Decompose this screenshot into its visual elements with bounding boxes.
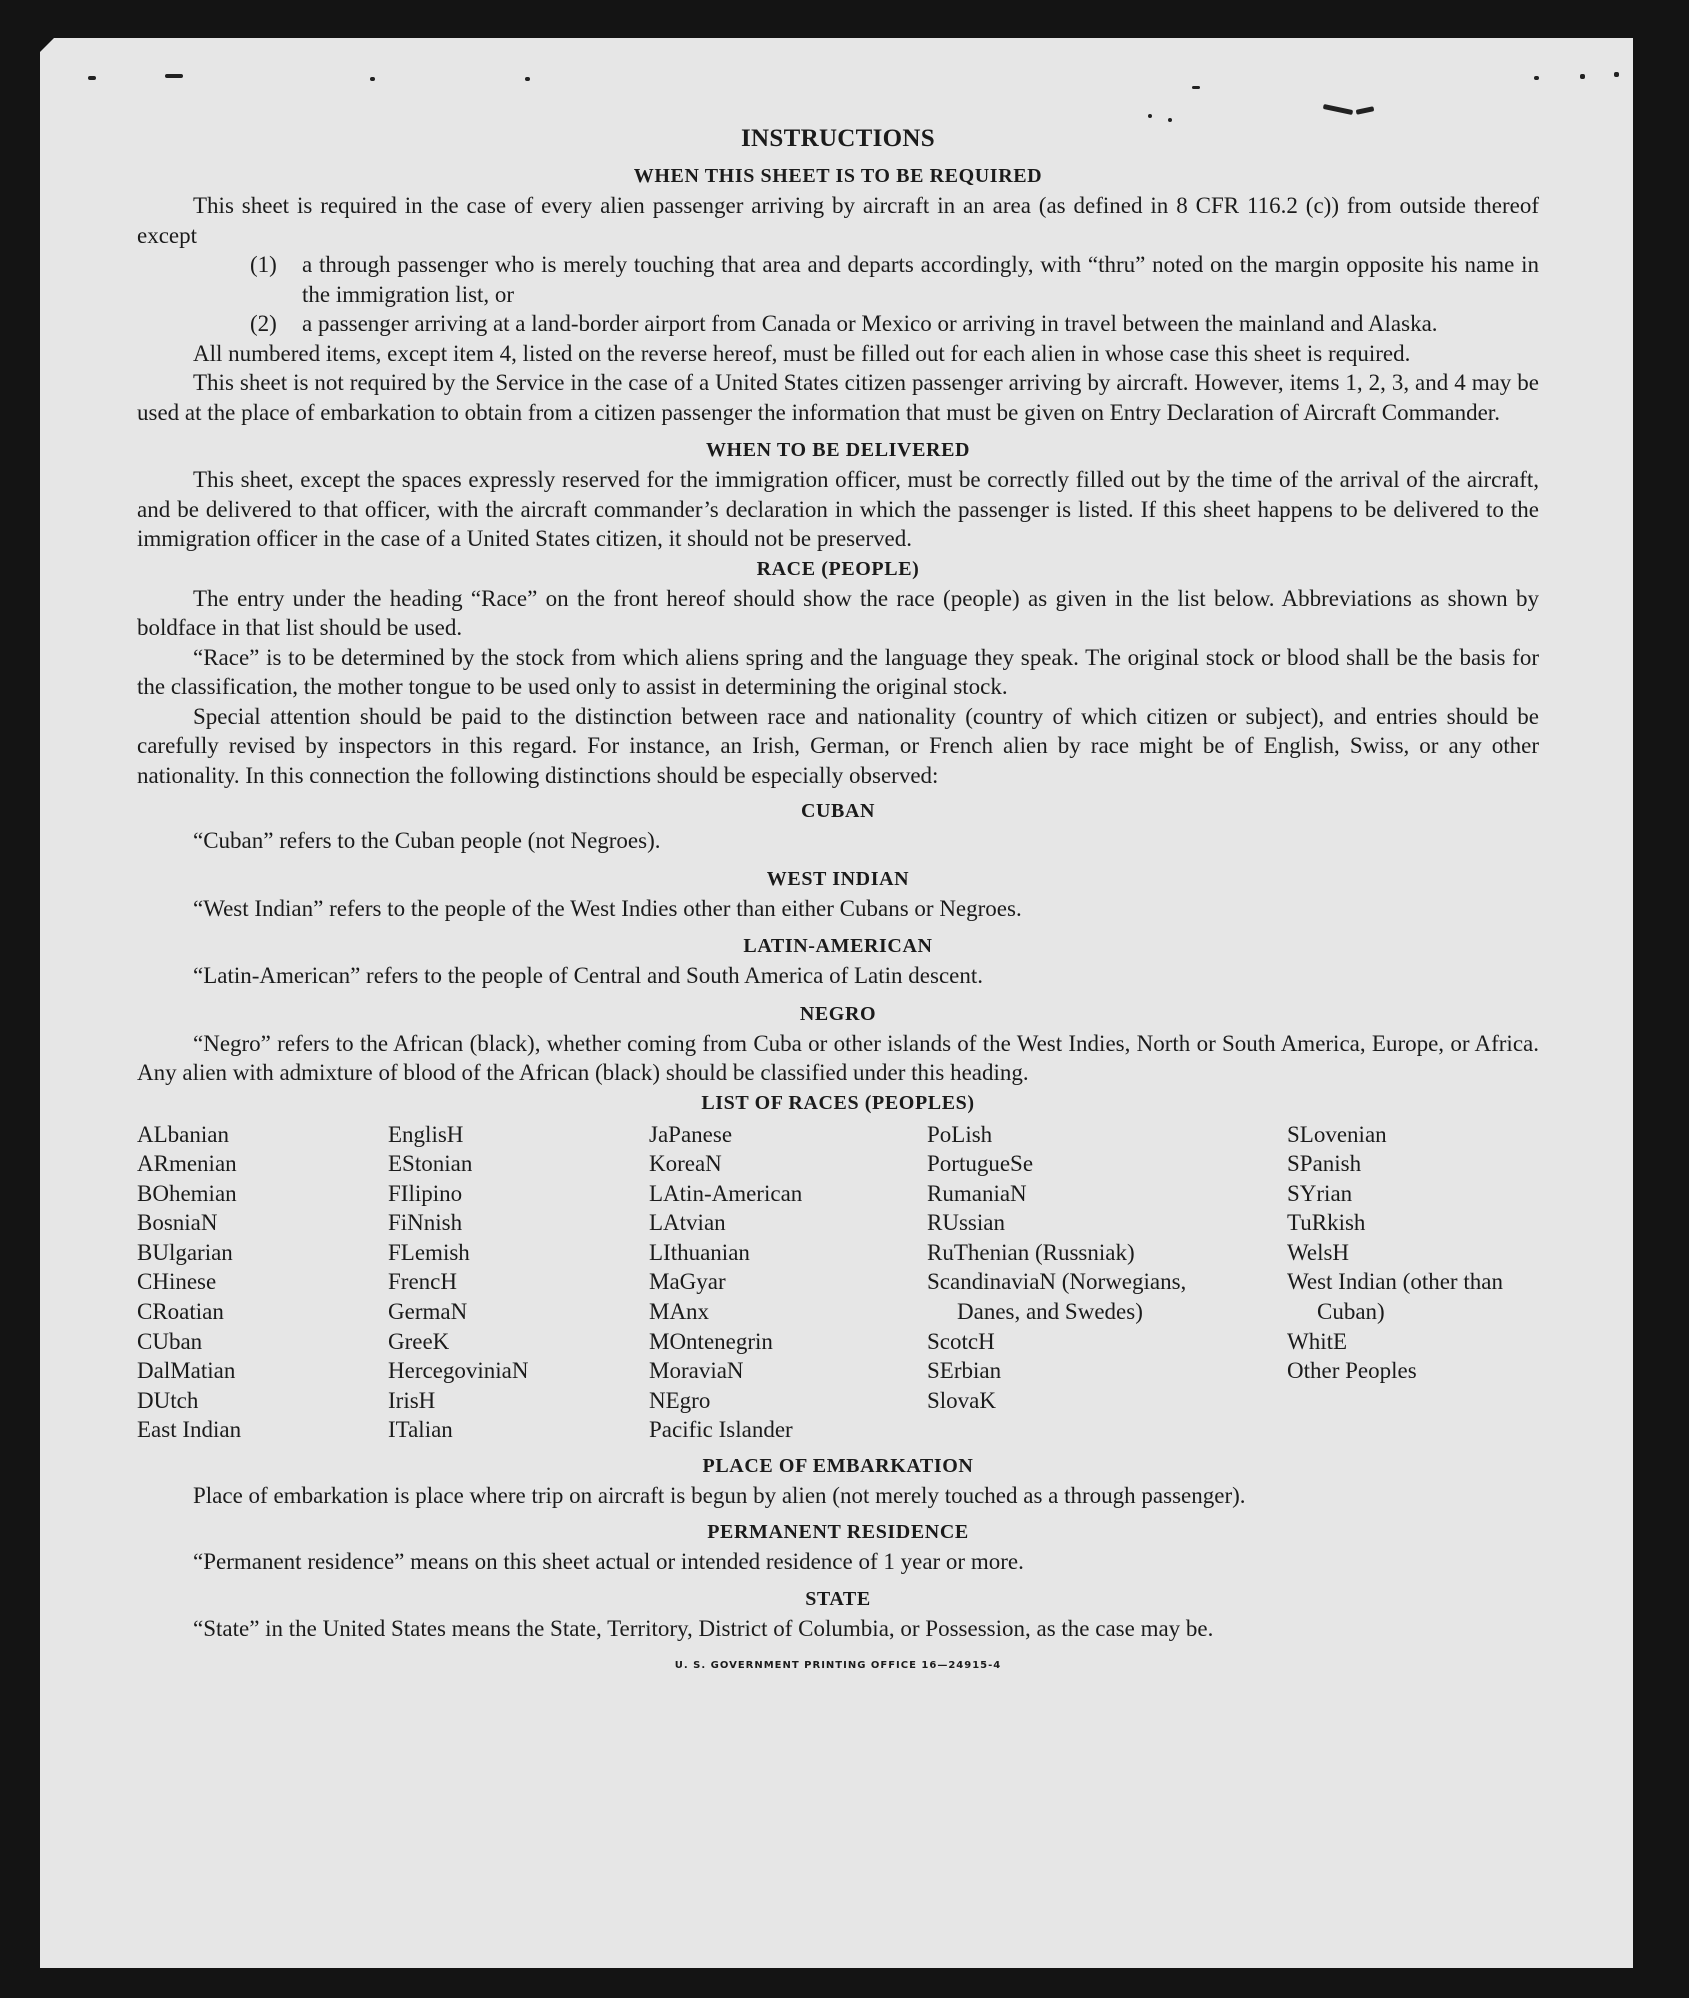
race-item: IrisH: [388, 1387, 436, 1413]
race-item: FIlipino: [388, 1180, 463, 1206]
races-column: [649, 1120, 927, 1446]
race-item: ALbanian: [137, 1121, 229, 1147]
race-item: WelsH: [1287, 1239, 1350, 1265]
races-column: [137, 1120, 388, 1446]
race-item: RumaniaN: [927, 1180, 1027, 1206]
printer-imprint: U. S. GOVERNMENT PRINTING OFFICE 16—24915-4: [674, 1659, 1002, 1671]
race-item: LAtvian: [649, 1210, 726, 1236]
heading-place-of-embarkation: PLACE OF EMBARKATION: [702, 1455, 974, 1478]
races-column: [927, 1120, 1217, 1446]
paragraph: This sheet is required in the case of every alien passenger arriving by aircraft in an area (as defined in 8 CFR 116.2 (c)) from outside thereof except: [137, 193, 1539, 248]
race-item: CHinese: [137, 1269, 217, 1295]
paragraph: Special attention should be paid to the distinction between race and nationality (country of which citizen or subject), and entries should be carefully revised by inspectors in this regard. For instance, an Irish, German, or French alien by race might be of English, Swiss, or any other nationality. In this connection the following distinctions should be especially observed:: [137, 703, 1539, 788]
race-item: PortugueSe: [927, 1151, 1034, 1177]
race-item: RuThenian (Russniak): [927, 1239, 1135, 1265]
paragraph: The entry under the heading “Race” on the front hereof should show the race (people) as given in the list below. Abbreviations as shown by boldface in that list should be used.: [137, 585, 1539, 640]
race-item: EStonian: [388, 1151, 473, 1177]
heading-permanent-residence: PERMANENT RESIDENCE: [707, 1520, 969, 1543]
heading-when-required: WHEN THIS SHEET IS TO BE REQUIRED: [633, 165, 1043, 187]
race-item: SPanish: [1287, 1151, 1362, 1177]
paragraph: This sheet, except the spaces expressly reserved for the immigration officer, must be correctly filled out by the time of the arrival of the aircraft, and be delivered to that officer, with the aircraft commander’s declaration in which the passenger is listed. If this sheet happens to be delivered to the immigration officer in the case of a United States citizen, it should not be preserved.: [137, 467, 1539, 551]
race-item: GermaN: [388, 1299, 468, 1325]
paragraph: “Cuban” refers to the Cuban people (not Negroes).: [193, 828, 661, 853]
scan-mark: [1148, 114, 1152, 118]
race-item: MoraviaN: [649, 1358, 744, 1384]
race-item: SLovenian: [1287, 1121, 1387, 1147]
scan-mark: [1168, 118, 1172, 122]
scan-mark: [1192, 86, 1200, 89]
race-item: West Indian (other than Cuban): [1287, 1269, 1503, 1325]
race-item: PoLish: [927, 1121, 993, 1147]
race-item: KoreaN: [649, 1151, 722, 1177]
race-item: TuRkish: [1287, 1210, 1366, 1236]
heading-race: RACE (PEOPLE): [756, 557, 920, 580]
document-title: INSTRUCTIONS: [741, 125, 935, 152]
scan-mark: [1323, 104, 1353, 115]
race-item: MOntenegrin: [649, 1328, 773, 1354]
race-item: DUtch: [137, 1387, 199, 1413]
paragraph: This sheet is not required by the Service in the case of a United States citizen passenger arriving by aircraft. However, items 1, 2, 3, and 4 may be used at the place of embarkation to obtain from a citizen passenger the information that must be given on Entry Declaration of Aircraft Commander.: [137, 370, 1539, 425]
scan-mark: [1356, 106, 1375, 115]
race-item: DalMatian: [137, 1358, 236, 1384]
heading-latin-american: LATIN-AMERICAN: [743, 935, 933, 957]
heading-west-indian: WEST INDIAN: [766, 867, 910, 890]
race-item: MaGyar: [649, 1269, 726, 1295]
scan-mark: [1614, 72, 1619, 77]
heading-state: STATE: [805, 1588, 871, 1611]
race-item: SYrian: [1287, 1180, 1353, 1206]
race-item: JaPanese: [649, 1121, 733, 1147]
paragraph: “Race” is to be determined by the stock from which aliens spring and the language they speak. The original stock or blood shall be the basis for the classification, the mother tongue to be used only to assist in determining the original stock.: [137, 644, 1539, 699]
race-item: CRoatian: [137, 1299, 224, 1325]
list-item: (1) a through passenger who is merely touching that area and departs accordingly, with “thru” noted on the margin opposite his name in the immigration list, or: [250, 252, 1539, 307]
race-item: Other Peoples: [1287, 1358, 1417, 1384]
race-item: NEgro: [649, 1387, 711, 1413]
scan-mark: [165, 74, 183, 78]
race-item: EnglisH: [388, 1121, 464, 1147]
paragraph: All numbered items, except item 4, listed on the reverse hereof, must be filled out for each alien in whose case this sheet is required.: [193, 340, 1411, 366]
paragraph: “State” in the United States means the State, Territory, District of Columbia, or Possession, as the case may be.: [193, 1616, 1214, 1642]
race-item: LIthuanian: [649, 1239, 750, 1265]
race-item: ScandinaviaN (Norwegians, Danes, and Swedes): [927, 1269, 1187, 1325]
race-item: SlovaK: [927, 1387, 996, 1413]
race-item: FiNnish: [388, 1210, 463, 1236]
race-item: CUban: [137, 1328, 203, 1354]
races-column: [388, 1120, 649, 1446]
race-item: HercegoviniaN: [388, 1358, 529, 1384]
scan-mark: [1580, 74, 1585, 79]
heading-negro: NEGRO: [799, 1002, 877, 1025]
races-column: [1287, 1120, 1537, 1446]
scan-mark: [88, 76, 96, 80]
heading-list-of-races: LIST OF RACES (PEOPLES): [701, 1091, 975, 1114]
race-item: BOhemian: [137, 1180, 237, 1206]
race-item: BosniaN: [137, 1210, 218, 1236]
scan-mark: [525, 77, 530, 81]
race-item: ScotcH: [927, 1328, 995, 1354]
paragraph: “Latin-American” refers to the people of Central and South America of Latin descent.: [193, 963, 983, 988]
race-item: FrencH: [388, 1269, 457, 1295]
list-item: (2) a passenger arriving at a land-border airport from Canada or Mexico or arriving in travel between the mainland and Alaska.: [250, 311, 1438, 336]
paragraph: “Negro” refers to the African (black), whether coming from Cuba or other islands of the West Indies, North or South America, Europe, or Africa. Any alien with admixture of blood of the African (black) should be classified under this heading.: [137, 1030, 1539, 1085]
paragraph: “Permanent residence” means on this sheet actual or intended residence of 1 year or more.: [193, 1548, 1024, 1574]
heading-when-delivered: WHEN TO BE DELIVERED: [705, 439, 971, 461]
race-item: FLemish: [388, 1239, 470, 1265]
race-item: SErbian: [927, 1358, 1002, 1384]
scan-mark: [1534, 76, 1539, 80]
document-page: [40, 38, 1633, 1968]
paragraph: “West Indian” refers to the people of the West Indies other than either Cubans or Negroes.: [193, 895, 1022, 921]
race-item: LAtin-American: [649, 1180, 803, 1206]
paragraph: Place of embarkation is place where trip on aircraft is begun by alien (not merely touched as a through passenger).: [193, 1483, 1246, 1509]
race-item: GreeK: [388, 1328, 450, 1354]
heading-cuban: CUBAN: [800, 800, 876, 822]
race-item: RUssian: [927, 1210, 1005, 1236]
race-item: ARmenian: [137, 1151, 237, 1177]
scan-mark: [370, 77, 375, 81]
race-item: ITalian: [388, 1417, 453, 1443]
race-item: BUlgarian: [137, 1239, 233, 1265]
race-item: Pacific Islander: [649, 1417, 793, 1443]
races-list: [137, 1120, 1539, 1446]
race-item: East Indian: [137, 1417, 242, 1443]
race-item: WhitE: [1287, 1328, 1348, 1354]
race-item: MAnx: [649, 1299, 710, 1325]
